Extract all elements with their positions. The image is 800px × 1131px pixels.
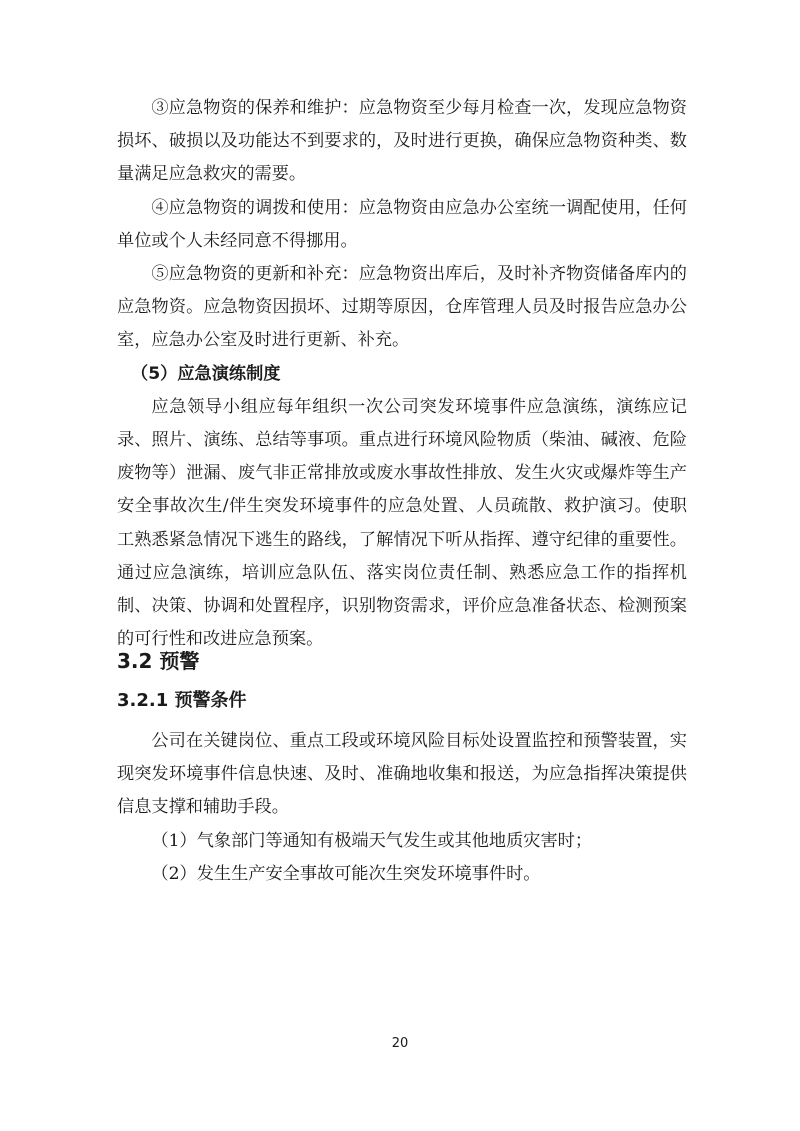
- paragraph-supplies-replenishment: ⑤应急物资的更新和补充：应急物资出库后，及时补齐物资储备库内的应急物资。应急物资因损坏、过期等原因，仓库管理人员及时报告应急办公室，应急办公室及时进行更新、补充。: [117, 264, 687, 351]
- warning-condition-item: （1）气象部门等通知有极端天气发生或其他地质灾害时；: [151, 830, 593, 851]
- warning-conditions-section: [117, 725, 687, 891]
- section-heading-3-2: 3.2 预警: [117, 649, 200, 673]
- warning-condition-item: （2）发生生产安全事故可能次生突发环境事件时。: [151, 863, 541, 884]
- paragraph-drill-body: 应急领导小组应每年组织一次公司突发环境事件应急演练，演练应记录、照片、演练、总结等事项。重点进行环境风险物质（柴油、碱液、危险废物等）泄漏、废气非正常排放或废水事故性排放、发生火灾或爆炸等生产安全事故次生/伴生突发环境事件的应急处置、人员疏散、救护演习。使职工熟悉紧急情况下逃生的路线，了解情况下听从指挥、遵守纪律的重要性。通过应急演练，培训应急队伍、落实岗位责任制、熟悉应急工作的指挥机制、决策、协调和处置程序，识别物资需求，评价应急准备状态、检测预案的可行性和改进应急预案。: [117, 396, 687, 650]
- page-number: 20: [391, 1036, 409, 1051]
- paragraph-supplies-allocation: ④应急物资的调拨和使用：应急物资由应急办公室统一调配使用，任何单位或个人未经同意不得挪用。: [117, 197, 687, 251]
- section-heading-3-2-1: 3.2.1 预警条件: [117, 690, 247, 711]
- paragraph-supplies-maintenance: ③应急物资的保养和维护：应急物资至少每月检查一次，发现应急物资损坏、破损以及功能达不到要求的，及时进行更换，确保应急物资种类、数量满足应急救灾的需要。: [117, 98, 687, 185]
- subsection-heading-drill: （5）应急演练制度: [131, 363, 281, 384]
- emergency-supplies-section: [117, 92, 687, 656]
- paragraph-warning-intro: 公司在关键岗位、重点工段或环境风险目标处设置监控和预警装置，实现突发环境事件信息快速、及时、准确地收集和报送，为应急指挥决策提供信息支撑和辅助手段。: [117, 731, 687, 818]
